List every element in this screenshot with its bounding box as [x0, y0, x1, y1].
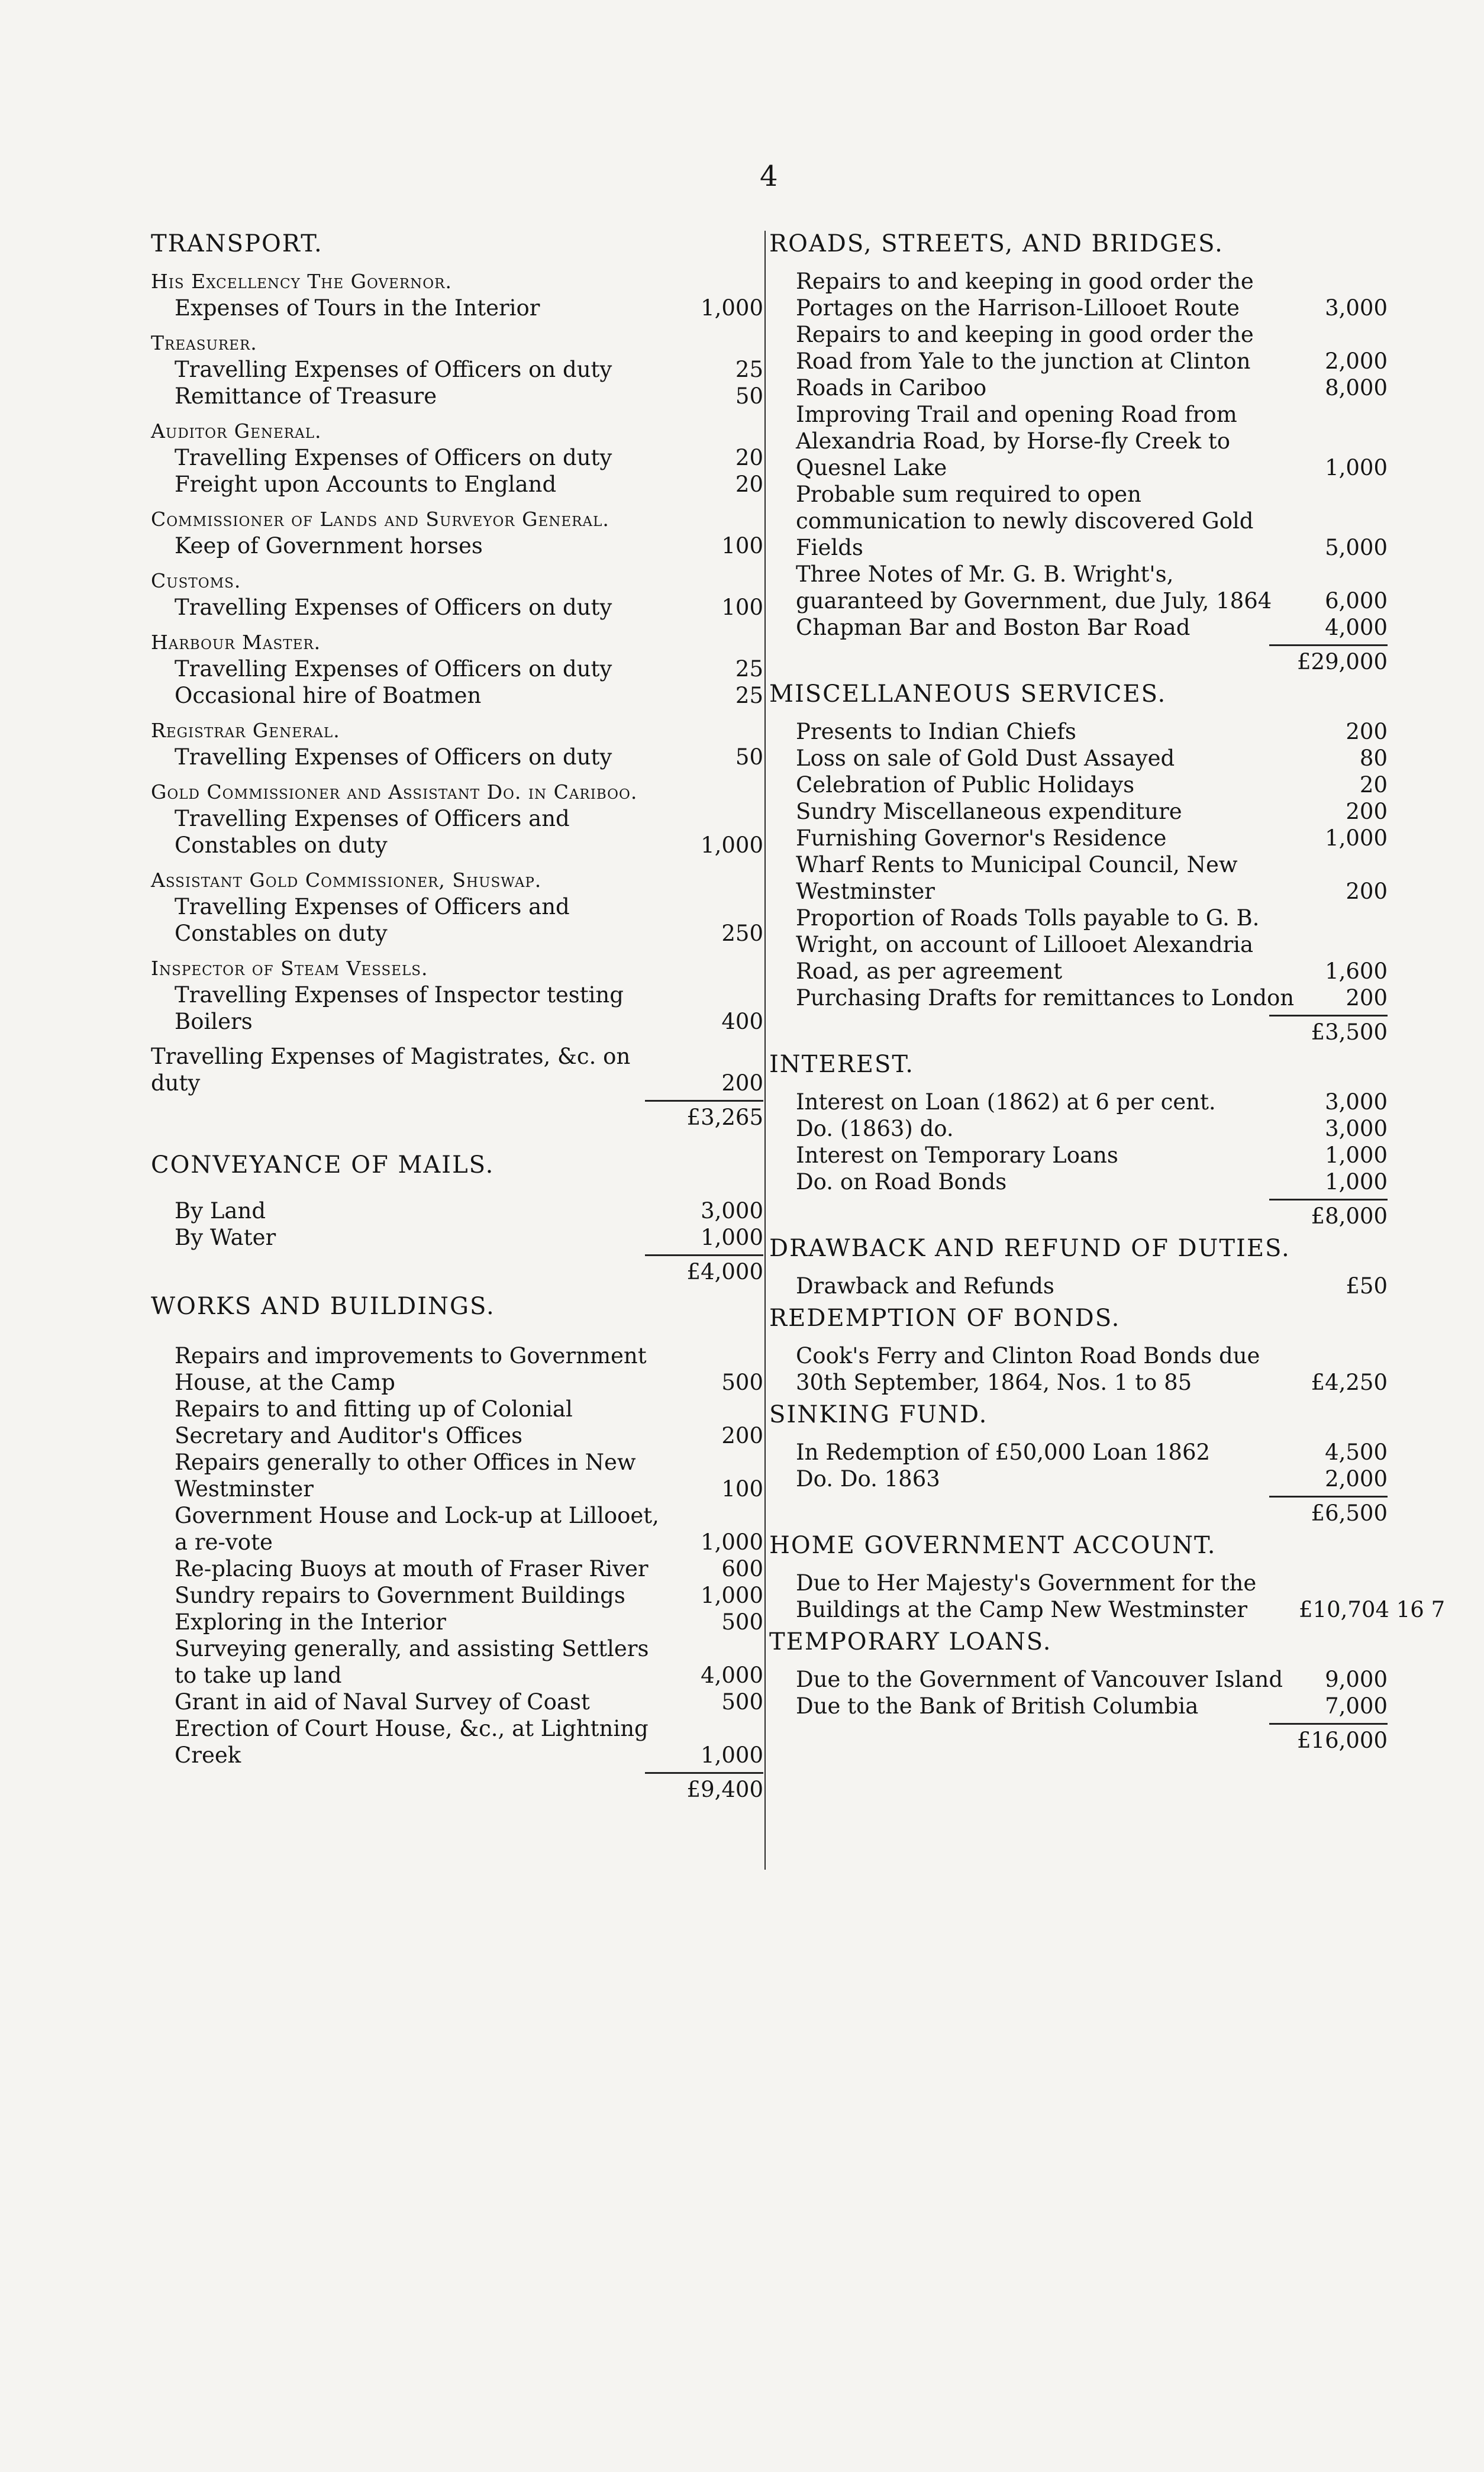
item-amount: 50 [735, 744, 763, 770]
section-total [151, 1772, 763, 1803]
item-description: Chapman Bar and Boston Bar Road [796, 615, 1191, 640]
line-item [151, 1609, 763, 1635]
line-item [769, 718, 1388, 745]
item-description: Travelling Expenses of Officers on duty [175, 656, 612, 682]
item-description: By Water [175, 1225, 276, 1250]
line-item [151, 1715, 763, 1769]
section-heading: HOME GOVERNMENT ACCOUNT. [769, 1532, 1217, 1559]
item-amount: 3,000 [1325, 295, 1388, 321]
item-amount: 1,600 [1325, 959, 1388, 984]
line-item [769, 851, 1388, 905]
group-title: Commissioner of Lands and Surveyor General. [151, 508, 609, 531]
item-description: Government House and Lock-up at Lillooet, a re-vote [175, 1503, 659, 1555]
expense-group [151, 867, 763, 947]
item-description: Freight upon Accounts to England [175, 472, 557, 497]
item-description: Repairs to and keeping in good order the Portages on the Harrison-Lillooet Route [796, 269, 1254, 321]
line-item [769, 375, 1388, 401]
page-number: 4 [760, 160, 778, 193]
misc-section [769, 681, 1388, 1045]
item-description: Do. Do. 1863 [796, 1466, 940, 1492]
item-amount: 20 [735, 445, 763, 470]
line-item [151, 1689, 763, 1715]
item-description: Repairs to and fitting up of Colonial Secretary and Auditor's Offices [175, 1396, 573, 1448]
item-description: Travelling Expenses of Officers and Constables on duty [175, 806, 570, 858]
item-description: Drawback and Refunds [796, 1273, 1054, 1299]
line-item [769, 401, 1388, 481]
line-item [769, 985, 1388, 1011]
line-item [769, 561, 1388, 614]
home-rows [769, 1570, 1446, 1623]
line-item [151, 1635, 763, 1689]
line-item [151, 893, 763, 947]
item-amount: 25 [735, 656, 763, 682]
total-amount: £9,400 [645, 1772, 763, 1803]
item-description: Proportion of Roads Tolls payable to G. B. Wright, on account of Lillooet Alexandria Road, as per agreement [796, 905, 1260, 984]
item-description: Travelling Expenses of Officers on duty [175, 357, 612, 382]
item-amount: 200 [721, 1070, 763, 1096]
total-amount: £3,265 [645, 1100, 763, 1131]
right-column [769, 225, 1446, 1760]
loans-section [769, 1629, 1388, 1754]
line-item [151, 383, 763, 409]
line-item [151, 356, 763, 383]
item-amount: 200 [1346, 879, 1388, 904]
item-amount: £10,704 16 7 [1299, 1597, 1446, 1622]
line-item [151, 1043, 763, 1096]
line-item [151, 1198, 763, 1224]
total-amount: £4,000 [645, 1254, 763, 1285]
item-amount: 3,000 [701, 1198, 763, 1224]
total-amount: £6,500 [1269, 1496, 1388, 1527]
section-heading: MISCELLANEOUS SERVICES. [769, 680, 1167, 708]
line-item [151, 682, 763, 709]
group-title: Gold Commissioner and Assistant Do. in Cariboo. [151, 780, 638, 803]
line-item [151, 444, 763, 471]
transport-groups [151, 268, 763, 1035]
misc-rows [769, 718, 1388, 1011]
item-description: Wharf Rents to Municipal Council, New Westminster [796, 852, 1238, 904]
item-amount: 25 [735, 357, 763, 382]
item-description: Purchasing Drafts for remittances to London [796, 985, 1295, 1011]
item-description: Due to Her Majesty's Government for the Buildings at the Camp New Westminster [796, 1570, 1257, 1622]
expense-group [151, 268, 763, 321]
line-item [151, 1502, 763, 1556]
item-description: Travelling Expenses of Inspector testing Boilers [175, 982, 624, 1034]
item-description: Grant in aid of Naval Survey of Coast [175, 1689, 590, 1715]
line-item [769, 772, 1388, 798]
group-title: Treasurer. [151, 331, 257, 354]
home-section [769, 1532, 1446, 1623]
item-amount: 1,000 [701, 832, 763, 858]
line-item [769, 1089, 1388, 1115]
section-heading: TEMPORARY LOANS. [769, 1628, 1052, 1655]
item-amount: 20 [1359, 772, 1388, 798]
item-amount: 80 [1359, 746, 1388, 771]
expense-group [151, 330, 763, 409]
item-description: Sundry repairs to Government Buildings [175, 1583, 625, 1608]
line-item [769, 1466, 1388, 1492]
item-amount: 100 [721, 533, 763, 559]
item-description: Presents to Indian Chiefs [796, 719, 1076, 744]
line-item [769, 1169, 1388, 1195]
item-amount: 1,000 [1325, 825, 1388, 851]
line-item [151, 1556, 763, 1582]
mails-rows [151, 1189, 763, 1251]
item-description: Travelling Expenses of Officers and Constables on duty [175, 894, 570, 946]
item-amount: 1,000 [701, 1529, 763, 1555]
item-amount: 4,000 [1325, 615, 1388, 640]
group-title: Auditor General. [151, 419, 322, 443]
loans-rows [769, 1666, 1388, 1719]
item-description: Do. on Road Bonds [796, 1169, 1007, 1195]
total-amount: £3,500 [1269, 1015, 1388, 1045]
line-item [151, 533, 763, 559]
line-item [769, 1570, 1446, 1623]
item-amount: 500 [721, 1689, 763, 1715]
line-item [151, 1343, 763, 1396]
expense-group [151, 567, 763, 621]
line-item [769, 614, 1388, 641]
item-description: Interest on Temporary Loans [796, 1143, 1118, 1168]
item-amount: 400 [721, 1009, 763, 1034]
item-description: Travelling Expenses of Magistrates, &c. on duty [151, 1044, 631, 1096]
item-amount: 7,000 [1325, 1693, 1388, 1719]
expense-group [151, 629, 763, 709]
item-amount: 9,000 [1325, 1667, 1388, 1692]
works-section [151, 1293, 763, 1803]
section-total [769, 1015, 1388, 1045]
line-item [769, 825, 1388, 851]
section-total [151, 1254, 763, 1285]
line-item [769, 798, 1388, 825]
line-item [151, 1396, 763, 1449]
group-title: Harbour Master. [151, 631, 321, 654]
line-item [151, 471, 763, 498]
item-amount: 500 [721, 1370, 763, 1395]
item-amount: 4,500 [1325, 1440, 1388, 1465]
section-heading: REDEMPTION OF BONDS. [769, 1305, 1121, 1332]
line-item [769, 1273, 1388, 1299]
expense-group [151, 506, 763, 559]
group-title: Registrar General. [151, 719, 340, 742]
item-amount: 200 [1346, 799, 1388, 824]
item-description: Do. (1863) do. [796, 1116, 954, 1141]
sinking-rows [769, 1439, 1388, 1492]
section-total [151, 1100, 763, 1131]
drawback-section [769, 1235, 1388, 1299]
section-heading: TRANSPORT. [151, 230, 323, 257]
line-item [151, 744, 763, 770]
section-total [769, 1199, 1388, 1229]
section-heading: CONVEYANCE OF MAILS. [151, 1151, 495, 1179]
line-item [151, 656, 763, 682]
item-description: Probable sum required to open communication to newly discovered Gold Fields [796, 482, 1254, 560]
item-amount: 200 [721, 1423, 763, 1448]
item-amount: 3,000 [1325, 1116, 1388, 1141]
item-description: Expenses of Tours in the Interior [175, 295, 540, 321]
roads-rows [769, 268, 1388, 641]
item-amount: 1,000 [1325, 455, 1388, 480]
item-amount: 25 [735, 683, 763, 708]
item-amount: 5,000 [1325, 535, 1388, 560]
transport-section [151, 231, 763, 1131]
item-amount: 200 [1346, 719, 1388, 744]
section-total [769, 644, 1388, 675]
item-amount: 4,000 [701, 1663, 763, 1688]
section-heading: ROADS, STREETS, AND BRIDGES. [769, 230, 1224, 257]
item-description: Loss on sale of Gold Dust Assayed [796, 746, 1175, 771]
item-description: By Land [175, 1198, 266, 1224]
item-amount: 100 [721, 595, 763, 620]
item-amount: £4,250 [1311, 1370, 1388, 1395]
item-description: Travelling Expenses of Officers on duty [175, 744, 612, 770]
line-item [769, 481, 1388, 561]
item-description: Sundry Miscellaneous expenditure [796, 799, 1182, 824]
item-amount: 2,000 [1325, 348, 1388, 374]
total-amount: £29,000 [1269, 644, 1388, 675]
item-description: Re-placing Buoys at mouth of Fraser River [175, 1556, 649, 1582]
item-description: Furnishing Governor's Residence [796, 825, 1167, 851]
bonds-section [769, 1305, 1388, 1396]
section-heading: INTEREST. [769, 1051, 914, 1078]
item-description: Three Notes of Mr. G. B. Wright's, guaranteed by Government, due July, 1864 [796, 561, 1272, 614]
item-description: Improving Trail and opening Road from Alexandria Road, by Horse-fly Creek to Quesnel Lake [796, 402, 1237, 480]
interest-rows [769, 1089, 1388, 1195]
line-item [151, 805, 763, 859]
item-description: Occasional hire of Boatmen [175, 683, 482, 708]
item-description: Keep of Government horses [175, 533, 483, 559]
item-description: Interest on Loan (1862) at 6 per cent. [796, 1089, 1216, 1115]
line-item [151, 295, 763, 321]
item-description: In Redemption of £50,000 Loan 1862 [796, 1440, 1211, 1465]
line-item [769, 1693, 1388, 1719]
expense-group [151, 955, 763, 1035]
drawback-rows [769, 1273, 1388, 1299]
item-description: Roads in Cariboo [796, 375, 987, 401]
line-item [769, 1115, 1388, 1142]
expense-group [151, 717, 763, 770]
line-item [151, 1582, 763, 1609]
group-title: Inspector of Steam Vessels. [151, 957, 428, 980]
item-amount: 50 [735, 383, 763, 409]
line-item [769, 268, 1388, 321]
left-column [151, 225, 763, 1809]
item-amount: 8,000 [1325, 375, 1388, 401]
item-amount: 1,000 [701, 1225, 763, 1250]
works-rows [151, 1331, 763, 1769]
section-heading: SINKING FUND. [769, 1401, 988, 1428]
item-amount: £50 [1346, 1273, 1388, 1299]
bonds-rows [769, 1343, 1388, 1396]
section-heading: WORKS AND BUILDINGS. [151, 1293, 495, 1320]
item-amount: 1,000 [701, 1742, 763, 1768]
line-item [769, 321, 1388, 375]
column-divider [764, 231, 766, 1870]
total-amount: £8,000 [1269, 1199, 1388, 1229]
item-description: Repairs generally to other Offices in New Westminster [175, 1450, 636, 1502]
item-amount: 600 [721, 1556, 763, 1582]
section-heading: DRAWBACK AND REFUND OF DUTIES. [769, 1235, 1291, 1262]
item-amount: 500 [721, 1609, 763, 1635]
item-amount: 1,000 [701, 1583, 763, 1608]
item-amount: 100 [721, 1476, 763, 1502]
item-amount: 1,000 [1325, 1143, 1388, 1168]
line-item [769, 1666, 1388, 1693]
item-description: Repairs and improvements to Government House, at the Camp [175, 1343, 647, 1395]
item-amount: 200 [1346, 985, 1388, 1011]
item-description: Erection of Court House, &c., at Lightning Creek [175, 1716, 649, 1768]
section-total [769, 1496, 1388, 1527]
line-item [151, 1224, 763, 1251]
item-amount: 6,000 [1325, 588, 1388, 614]
line-item [769, 745, 1388, 772]
group-title: Assistant Gold Commissioner, Shuswap. [151, 869, 542, 892]
item-description: Surveying generally, and assisting Settlers to take up land [175, 1636, 649, 1688]
group-title: Customs. [151, 569, 241, 592]
line-item [769, 1343, 1388, 1396]
mails-section [151, 1152, 763, 1285]
group-title: His Excellency The Governor. [151, 270, 452, 293]
interest-section [769, 1051, 1388, 1229]
expense-group [151, 779, 763, 859]
item-description: Repairs to and keeping in good order the Road from Yale to the junction at Clinton [796, 322, 1254, 374]
item-description: Celebration of Public Holidays [796, 772, 1135, 798]
item-description: Due to the Government of Vancouver Island [796, 1667, 1283, 1692]
expense-group [151, 418, 763, 498]
item-description: Due to the Bank of British Columbia [796, 1693, 1199, 1719]
item-amount: 1,000 [701, 295, 763, 321]
item-description: Cook's Ferry and Clinton Road Bonds due 30th September, 1864, Nos. 1 to 85 [796, 1343, 1260, 1395]
item-amount: 1,000 [1325, 1169, 1388, 1195]
line-item [151, 594, 763, 621]
item-description: Travelling Expenses of Officers on duty [175, 595, 612, 620]
item-description: Remittance of Treasure [175, 383, 437, 409]
total-amount: £16,000 [1269, 1723, 1388, 1754]
line-item [769, 1142, 1388, 1169]
item-amount: 250 [721, 921, 763, 946]
item-amount: 2,000 [1325, 1466, 1388, 1492]
roads-section [769, 231, 1388, 675]
line-item [151, 1449, 763, 1502]
item-description: Travelling Expenses of Officers on duty [175, 445, 612, 470]
line-item [151, 982, 763, 1035]
item-description: Exploring in the Interior [175, 1609, 446, 1635]
line-item [769, 905, 1388, 985]
section-total [769, 1723, 1388, 1754]
sinking-section [769, 1402, 1388, 1527]
line-item [769, 1439, 1388, 1466]
item-amount: 3,000 [1325, 1089, 1388, 1115]
item-amount: 20 [735, 472, 763, 497]
